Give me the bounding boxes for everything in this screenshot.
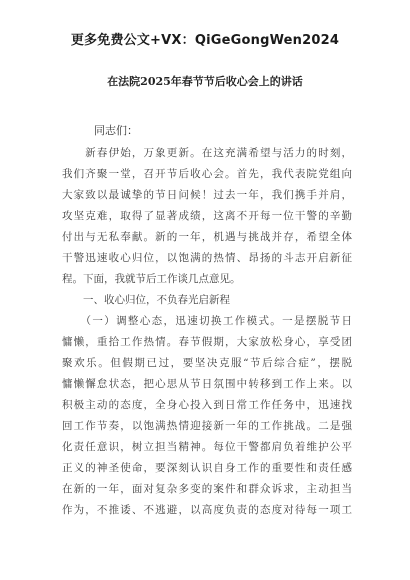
body-line: 化责任意识，树立担当精神。每位干警都肩负着维护公平 <box>62 441 352 453</box>
body-line: 作为，不推诿、不逃避，以高度负责的态度对待每一项工 <box>62 504 352 516</box>
promo-header: 更多免费公文+VX：QiGeGongWen2024 <box>70 33 340 48</box>
body-line: 一、收心归位，不负春光启新程 <box>62 294 230 306</box>
body-line: 付出与无私奉献。新的一年，机遇与挑战并存，希望全体 <box>62 231 352 243</box>
body-line: 正义的神圣使命，要深刻认识自身工作的重要性和责任感 <box>62 462 352 474</box>
body-line: 我们齐聚一堂，召开节后收心会。首先，我代表院党组向 <box>62 168 352 180</box>
body-line: 聚欢乐。但假期已过，要坚决克服“节后综合症”，摆脱 <box>62 357 352 369</box>
body-line: 慵懒懈怠状态，把心思从节日氛围中转移到工作上来。以 <box>62 378 352 390</box>
body-line: 回工作节奏，以饱满热情迎接新一年的工作挑战。二是强 <box>62 420 352 432</box>
document-title: 在法院2025年春节节后收心会上的讲话 <box>107 75 303 88</box>
body-line: 程。下面，我就节后工作谈几点意见。 <box>62 273 241 285</box>
body-line: 积极主动的态度，全身心投入到日常工作任务中，迅速找 <box>62 399 352 411</box>
body-line: 慵懒，重拾工作热情。春节假期，大家放松身心，享受团 <box>62 336 352 348</box>
body-line: 干警迅速收心归位，以饱满的热情、昂扬的斗志开启新征 <box>62 252 352 264</box>
body-line: （一）调整心态，迅速切换工作模式。一是摆脱节日 <box>62 315 352 327</box>
body-line: 攻坚克难，取得了显著成绩，这离不开每一位干警的辛勤 <box>62 210 352 222</box>
body-line: 新春伊始，万象更新。在这充满希望与活力的时刻， <box>62 147 352 159</box>
salutation: 同志们： <box>94 124 138 137</box>
body-line: 大家致以最诚挚的节日问候！过去一年，我们携手并肩， <box>62 189 352 201</box>
document-body <box>62 143 352 521</box>
body-line: 在新的一年，面对复杂多变的案件和群众诉求，主动担当 <box>62 483 352 495</box>
